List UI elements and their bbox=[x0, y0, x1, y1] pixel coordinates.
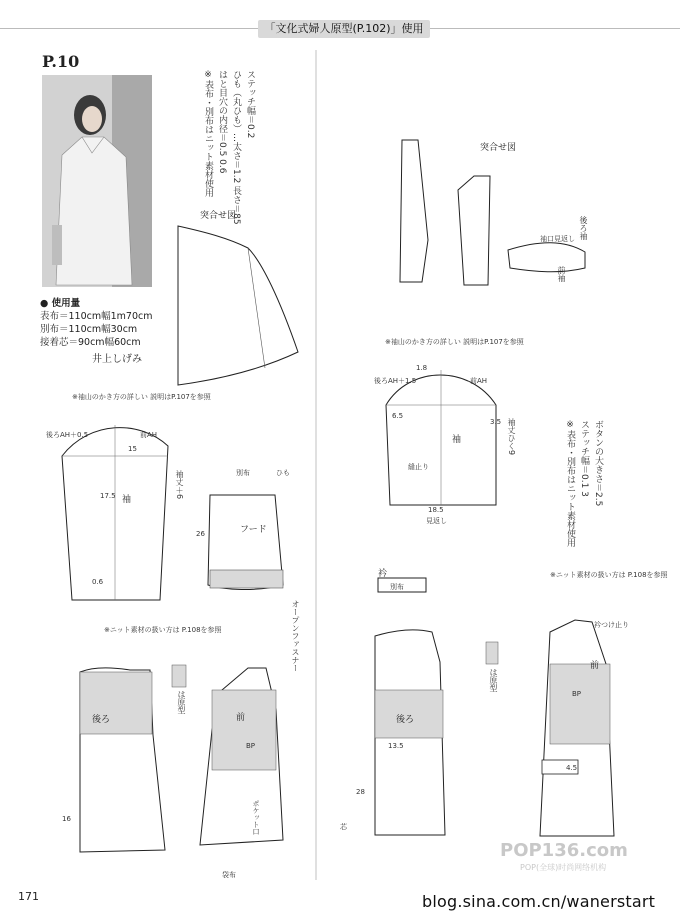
label-sodetake2: 袖丈ひく9 bbox=[507, 418, 516, 456]
pop-logo-sub: POP(全球)时尚网络机构 bbox=[520, 863, 607, 872]
label-sleeve-note-left: ※袖山のかき方の詳しい 説明はP.107を参照 bbox=[72, 393, 211, 401]
label-hood-betsufu: 別布 bbox=[236, 469, 250, 477]
label-bp-left: BP bbox=[246, 742, 256, 750]
assembly-right-back-body bbox=[400, 140, 428, 282]
note-eyelet: はと目穴の内径＝0.5 0.6 bbox=[217, 70, 227, 174]
note-right-knit: ※表布・別布はニット素材使用 bbox=[565, 420, 575, 547]
label-knit-note-left: ※ニット素材の扱い方は P.108を参照 bbox=[104, 626, 222, 634]
label-bp-right: BP bbox=[572, 690, 582, 698]
label-back-left: 後ろ bbox=[92, 715, 111, 725]
label-mae-ah-right: 前AH bbox=[470, 377, 488, 385]
label-sleeve-left: 袖 bbox=[122, 495, 132, 505]
header-tab: 「文化式婦人原型(P.102)」使用 bbox=[258, 20, 430, 38]
label-sodetake: 袖丈＋6 bbox=[175, 470, 184, 500]
measure-15: 15 bbox=[128, 445, 137, 453]
label-sodekuchi: 袖口見返し bbox=[540, 235, 575, 243]
measure-13-5: 13.5 bbox=[388, 742, 404, 750]
measure-16: 16 bbox=[62, 815, 71, 823]
materials-heading: ● 使用量 bbox=[40, 298, 81, 309]
designer-name: 井上しげみ bbox=[92, 354, 142, 365]
materials-line-1: 表布＝110cm幅1m70cm bbox=[40, 311, 153, 322]
measure-1-8: 1.8 bbox=[416, 364, 428, 372]
label-nuidomari: 縫止り bbox=[408, 463, 429, 471]
label-pocket: ポケット口 bbox=[252, 800, 260, 835]
page-number: 171 bbox=[18, 890, 39, 903]
label-shin: 芯 bbox=[340, 823, 347, 831]
label-ushiro-sode: 後ろ袖 bbox=[579, 216, 588, 240]
note-knit: ※表布・別布はニット素材使用 bbox=[203, 70, 213, 197]
genkei-swatch-right bbox=[486, 642, 498, 664]
assembly-right-cuff bbox=[508, 243, 585, 272]
label-collar: 衿 bbox=[378, 569, 388, 579]
label-open-fastener: オープンファスナー bbox=[291, 600, 300, 672]
measure-26: 26 bbox=[196, 530, 205, 538]
label-hood: フード bbox=[240, 525, 267, 535]
label-fukurofu: 袋布 bbox=[222, 871, 236, 879]
measure-4-5: 4.5 bbox=[566, 764, 578, 772]
label-eritsuke: 衿つけ止り bbox=[594, 621, 629, 629]
measure-17-5: 17.5 bbox=[100, 492, 116, 500]
label-genkei-right: は原型 bbox=[489, 668, 498, 692]
pop-logo: POP136.com bbox=[500, 840, 628, 861]
measure-3-5: 3.5 bbox=[490, 418, 502, 426]
label-sleeve-note-right: ※袖山のかき方の詳しい 説明はP.107を参照 bbox=[385, 338, 524, 346]
label-back-right: 後ろ bbox=[396, 715, 415, 725]
label-mikaeshi: 見返し bbox=[426, 517, 447, 525]
measure-28: 28 bbox=[356, 788, 365, 796]
label-front-left: 前 bbox=[236, 713, 246, 723]
label-assembly-right: 突合せ図 bbox=[480, 143, 517, 153]
note-button-size: ボタンの大きさ＝2.5 bbox=[593, 420, 603, 507]
note-stitch: ステッチ幅＝0.2 bbox=[245, 70, 255, 139]
measure-6-5: 6.5 bbox=[392, 412, 404, 420]
label-knit-note-right: ※ニット素材の扱い方は P.108を参照 bbox=[550, 571, 668, 579]
genkei-swatch-left bbox=[172, 665, 186, 687]
label-himo: ひも bbox=[276, 469, 290, 477]
watermark-url: blog.sina.com.cn/wanerstart bbox=[422, 892, 656, 911]
measure-0-6: 0.6 bbox=[92, 578, 104, 586]
label-mae-ah-left: 前AH bbox=[140, 431, 158, 439]
label-collar-betsufu: 別布 bbox=[390, 583, 404, 591]
label-ushiro-ah-right: 後ろAH＋1.5 bbox=[374, 377, 417, 385]
label-mae-sode: 前袖 bbox=[557, 266, 566, 282]
assembly-back-piece bbox=[178, 226, 298, 385]
label-genkei-left: は原型 bbox=[177, 690, 186, 714]
note-right-stitch: ステッチ幅＝0.1 3 bbox=[579, 420, 589, 497]
label-front-right: 前 bbox=[590, 661, 600, 671]
measure-18-5: 18.5 bbox=[428, 506, 444, 514]
note-cord: ひも（丸ひも）…太さ＝1.2 長さ＝85 bbox=[231, 70, 241, 225]
materials-line-2: 別布＝110cm幅30cm bbox=[40, 324, 138, 335]
assembly-right-sleeve bbox=[458, 176, 490, 285]
materials-line-3: 接着芯＝90cm幅60cm bbox=[40, 337, 141, 348]
label-sleeve-right: 袖 bbox=[452, 435, 462, 445]
page-title: P.10 bbox=[42, 52, 80, 71]
label-assembly-left: 突合せ図 bbox=[200, 211, 237, 221]
label-ushiro-ah-left: 後ろAH＋0.5 bbox=[46, 431, 89, 439]
